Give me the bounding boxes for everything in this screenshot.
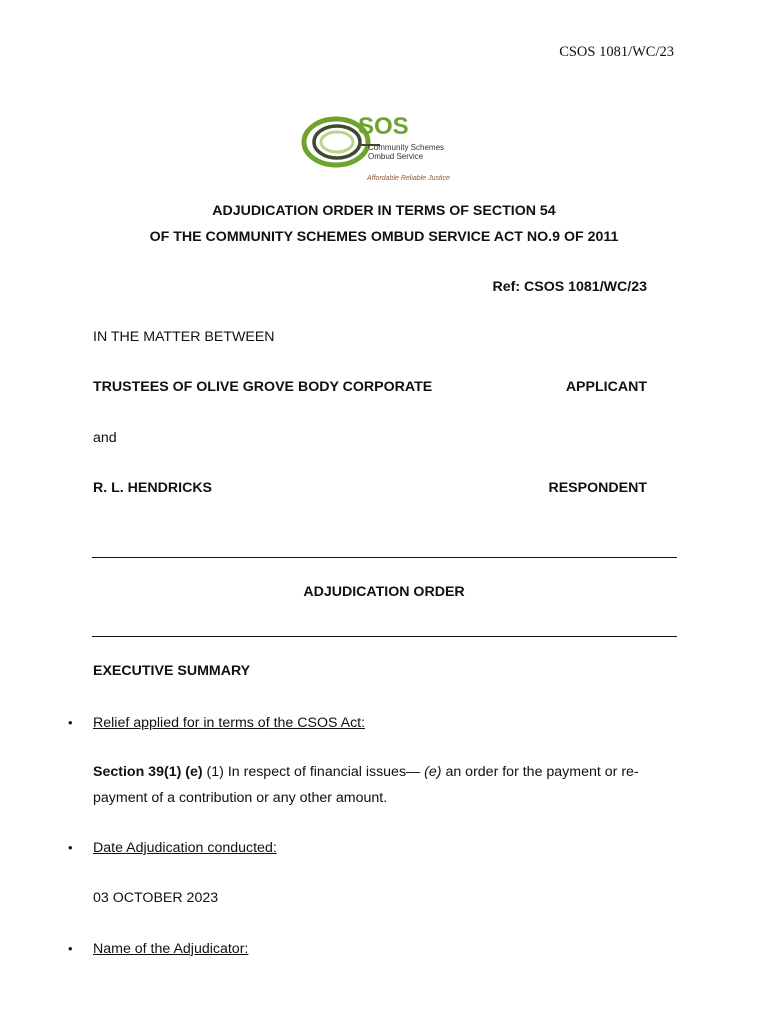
adjudicator-label: Name of the Adjudicator: [93, 941, 249, 957]
title-line-1: ADJUDICATION ORDER IN TERMS OF SECTION 54 [212, 203, 556, 219]
header-reference: CSOS 1081/WC/23 [559, 44, 674, 60]
reference-line: Ref: CSOS 1081/WC/23 [492, 279, 647, 295]
logo-core [321, 132, 353, 152]
bullet-adjudicator: • [68, 941, 73, 956]
divider-top [92, 557, 677, 558]
matter-heading: IN THE MATTER BETWEEN [93, 329, 275, 345]
date-label: Date Adjudication conducted: [93, 840, 277, 856]
relief-label-part2: the CSOS Act: [269, 715, 366, 731]
logo-line1: Community Schemes [368, 143, 445, 152]
applicant-name: TRUSTEES OF OLIVE GROVE BODY CORPORATE [93, 379, 433, 395]
logo-tagline: Affordable Reliable Justice [367, 175, 450, 182]
bullet-date: • [68, 840, 73, 855]
conjunction: and [93, 430, 117, 446]
section-text-2: an order for the payment or re-payment of a contribution or any other amount. [93, 764, 639, 806]
applicant-role: APPLICANT [565, 379, 647, 395]
section-italic: (e) [424, 764, 442, 780]
section-text-1: (1) In respect of financial issues— [202, 764, 425, 780]
logo-acronym: SOS [358, 113, 409, 140]
order-heading: ADJUDICATION ORDER [303, 584, 465, 600]
logo-line2: Ombud Service [368, 152, 424, 161]
section-reference: Section 39(1) (e) [93, 764, 203, 780]
relief-label-part1: Relief applied for in terms of [93, 715, 270, 731]
bullet-relief: • [68, 715, 73, 730]
title-line-2: OF THE COMMUNITY SCHEMES OMBUD SERVICE ACT NO.9 OF 2011 [149, 229, 619, 245]
respondent-name: R. L. HENDRICKS [93, 480, 213, 496]
respondent-role: RESPONDENT [548, 480, 647, 496]
relief-section-paragraph [93, 760, 683, 811]
relief-label [93, 715, 365, 731]
divider-bottom [92, 636, 677, 637]
date-value: 03 OCTOBER 2023 [93, 890, 219, 906]
executive-summary-heading: EXECUTIVE SUMMARY [93, 663, 251, 679]
